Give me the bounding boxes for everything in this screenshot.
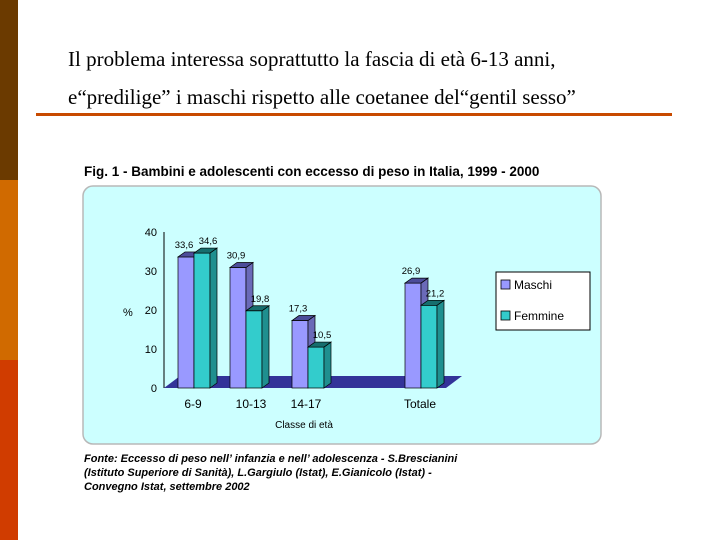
chart-figure: [80, 156, 640, 501]
chart-source: [84, 453, 458, 493]
heading-divider: [36, 113, 672, 116]
data-label: 34,6: [198, 236, 218, 248]
y-tick-label: 20: [144, 305, 157, 317]
sidebar-stripe-middle: [0, 180, 18, 360]
data-label: 21,2: [425, 288, 445, 300]
chart-legend: [496, 272, 590, 330]
legend-label-maschi: Maschi: [514, 278, 553, 292]
slide-heading-line-2: e“predilige” i maschi rispetto alle coetanee del“gentil sesso”: [68, 85, 576, 109]
data-label: 17,3: [288, 303, 308, 315]
bar-side-femmine-10-13: [262, 306, 269, 388]
sidebar-stripe-top: [0, 0, 18, 180]
sidebar-stripe-bottom: [0, 360, 18, 540]
y-axis-label: %: [123, 307, 133, 319]
x-tick-label: 6-9: [184, 397, 202, 411]
data-label: 30,9: [226, 250, 246, 262]
legend-swatch-maschi: [501, 280, 510, 289]
data-label: 10,5: [312, 330, 332, 342]
bar-maschi-14-17: [292, 321, 308, 388]
legend-label-femmine: Femmine: [514, 309, 565, 323]
y-tick-label: 10: [144, 344, 157, 356]
bar-side-femmine-6-9: [210, 248, 217, 388]
y-tick-label: 30: [144, 266, 157, 278]
bar-side-femmine-14-17: [324, 342, 331, 388]
x-tick-label: 14-17: [290, 397, 322, 411]
chart-caption: Fig. 1 - Bambini e adolescenti con eccesso di peso in Italia, 1999 - 2000: [84, 164, 540, 179]
slide-heading-line-1: Il problema interessa soprattutto la fascia di età 6-13 anni,: [68, 47, 556, 71]
source-line-2: (Istituto Superiore di Sanità), L.Gargiulo (Istat), E.Gianicolo (Istat) -: [84, 467, 432, 479]
x-axis-label: Classe di età: [275, 420, 333, 431]
y-tick-label: 0: [150, 383, 157, 395]
data-label: 33,6: [174, 239, 194, 251]
legend-swatch-femmine: [501, 311, 510, 320]
source-line-1: Fonte: Eccesso di peso nell’ infanzia e nell’ adolescenza - S.Brescianini: [84, 453, 458, 465]
sidebar-stripe: [0, 0, 18, 540]
bar-side-femmine-totale: [437, 300, 444, 388]
data-label: 26,9: [401, 266, 421, 278]
bar-maschi-totale: [405, 283, 421, 388]
bar-maschi-6-9: [178, 257, 194, 388]
slide-heading: [68, 40, 688, 116]
bar-femmine-14-17: [308, 347, 324, 388]
bar-femmine-totale: [421, 305, 437, 388]
bar-femmine-10-13: [246, 311, 262, 388]
bar-femmine-6-9: [194, 253, 210, 388]
y-tick-label: 40: [144, 227, 157, 239]
source-line-3: Convegno Istat, settembre 2002: [84, 481, 250, 493]
bar-maschi-10-13: [230, 267, 246, 388]
x-tick-label: Totale: [403, 397, 437, 411]
data-label: 19,8: [250, 293, 270, 305]
x-tick-label: 10-13: [235, 397, 267, 411]
